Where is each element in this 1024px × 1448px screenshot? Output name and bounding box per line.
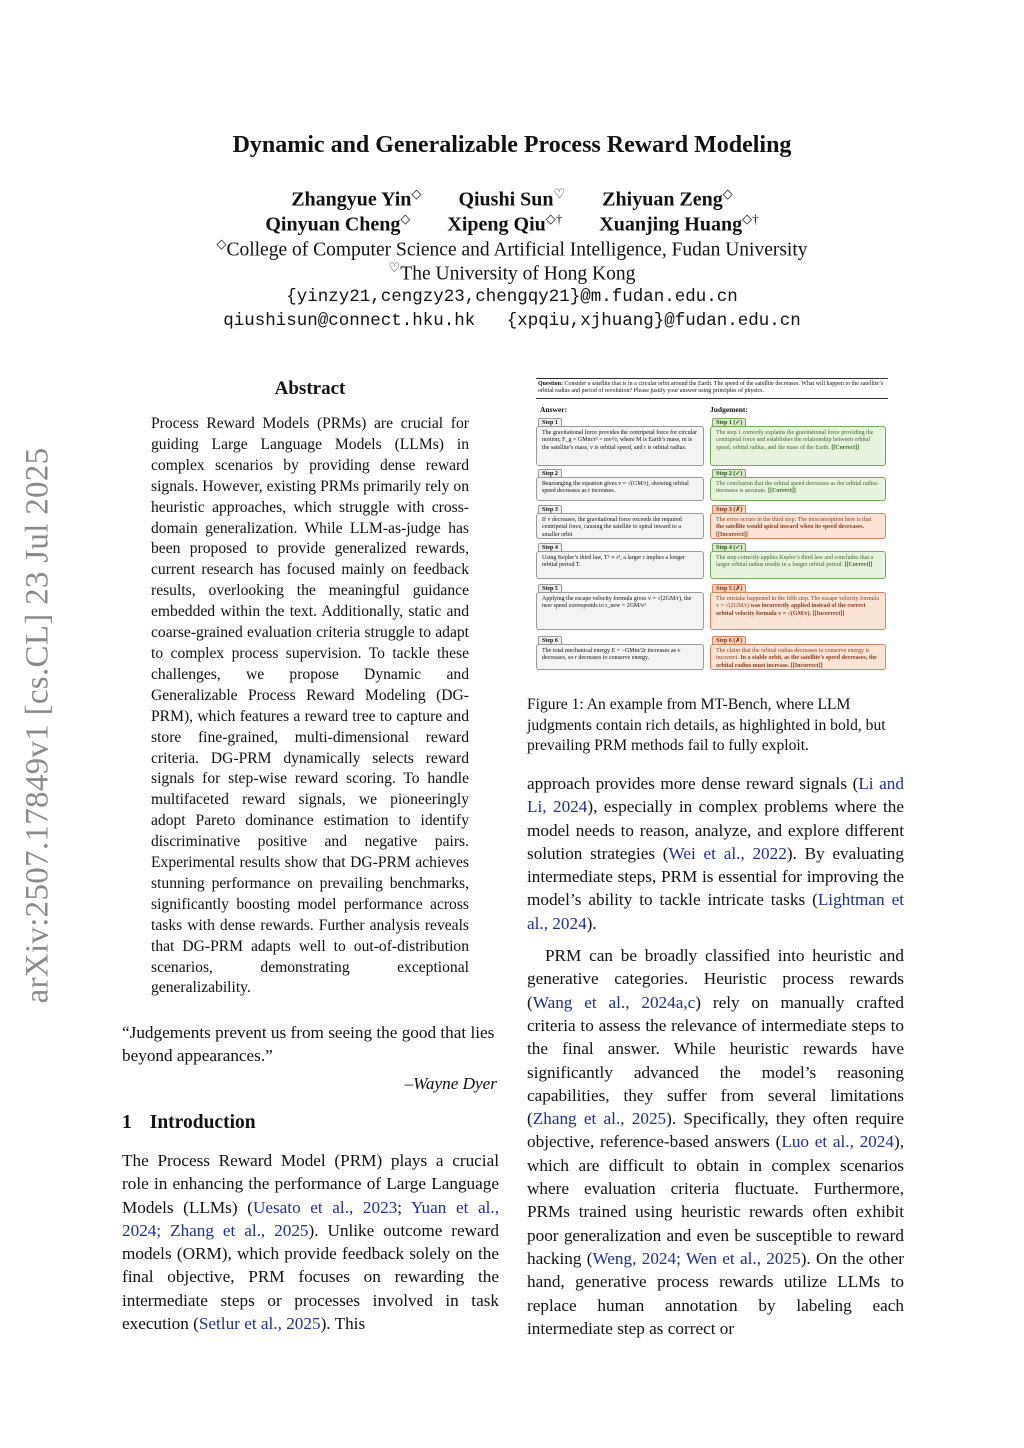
author: Xuanjing Huang◇†: [599, 211, 759, 236]
judgement-step: The mistake happened in the fifth step. The escape velocity formula v = √(2GM/r) was incorrectly applied instead of the correct orbital velocity formula v = √(GM/r). [[Incorrect]]: [710, 592, 886, 630]
judgement-header: Judgement:: [710, 405, 748, 414]
citation-link[interactable]: Setlur et al., 2025: [198, 1314, 321, 1334]
intro-paragraph-2: approach provides more dense reward signals (Li and Li, 2024), especially in complex problems where the model needs to reason, analyze, and explore different solution strategies (Wei et al., 2022). By evaluating intermediate steps, PRM is essential for improving the model’s ability to tackle intricate tasks (Lightman et al., 2024).: [527, 774, 904, 933]
answer-step: The gravitational force provides the centripetal force for circular motion; F_g = GMm/r² = mv²/r, where M is Earth’s mass, m is the satellite’s mass, v is orbital speed, and r is orbital radius.: [536, 426, 704, 466]
citation-link[interactable]: Zhang et al., 2025: [532, 1109, 667, 1129]
epigraph-quote: “Judgements prevent us from seeing the good that lies beyond appearances.”: [122, 1023, 495, 1066]
judgement-step-label: Step 4 (✓): [712, 543, 746, 554]
judgement-step: The claim that the orbital radius decreases to conserve energy is incorrect. In a stable orbit, as the satellite’s speed decreases, the orbital radius must increase. [[Incorrect]]: [710, 644, 886, 670]
citation-link[interactable]: Wang et al., 2024a,c: [532, 992, 696, 1012]
judgement-step: The step correctly applies Kepler’s third law and concludes that a larger orbital radius results in a longer orbital period. [[Correct]]: [710, 551, 886, 579]
email-line-1: {yinzy21,cengzy23,chengqy21}@m.fudan.edu.cn: [286, 287, 738, 307]
author-row-1: [0, 186, 1024, 212]
judgement-step-label: Step 6 (✗): [712, 636, 746, 647]
judgement-step-label: Step 5 (✗): [712, 584, 746, 595]
citation-link[interactable]: Yuan et al., 2024; Zhang et al., 2025: [122, 1197, 499, 1240]
citation-link[interactable]: Luo et al., 2024: [781, 1132, 894, 1152]
right-column-body: [527, 772, 904, 1349]
answer-step: The total mechanical energy E = −GMm/2r increases as v decreases, so r decreases to conserve energy.: [536, 644, 704, 670]
answer-step: Using Kepler’s third law, T² ∝ r³, a larger r implies a longer orbital period T.: [536, 551, 704, 579]
answer-header: Answer:: [540, 405, 568, 414]
abstract-heading: Abstract: [274, 378, 346, 399]
citation-link[interactable]: Weng, 2024; Wen et al., 2025: [592, 1248, 801, 1268]
author-row-2: [0, 211, 1024, 237]
answer-step-label: Step 3: [538, 505, 562, 516]
arxiv-sidebar: [8, 430, 68, 1020]
figure-1-caption: Figure 1: An example from MT-Bench, where LLM judgments contain rich details, as highlighted in bold, but prevailing PRM methods fail to fully exploit.: [527, 696, 886, 755]
figure-question: Question: Consider a satellite that is in a circular orbit around the Earth. The speed of the satellite decreases. What will happen to the satellite’s orbital radius and period of revolution? Please justify your answer using principles of physics.: [536, 378, 888, 399]
author: Qiushi Sun♡: [458, 186, 566, 211]
answer-step: Rearranging the equation gives v = √(GM/r), showing orbital speed decreases as r increases.: [536, 477, 704, 501]
author: Zhangyue Yin◇: [291, 186, 422, 211]
answer-step-label: Step 4: [538, 543, 562, 554]
epigraph-author: –Wayne Dyer: [404, 1074, 497, 1093]
answer-step-label: Step 2: [538, 469, 562, 480]
judgement-step-label: Step 2 (✓): [712, 469, 746, 480]
judgement-step-label: Step 1 (✓): [712, 418, 746, 429]
judgement-step-label: Step 3 (✗): [712, 505, 746, 516]
figure-1: [536, 378, 888, 670]
intro-paragraph-1: The Process Reward Model (PRM) plays a crucial role in enhancing the performance of Large Language Models (LLMs) (Uesato et al., 2023; Yuan et al., 2024; Zhang et al., 2025). Unlike outcome reward models (ORM), which provide feedback solely on the final objective, PRM focuses on rewarding the intermediate steps or processes involved in task execution (Setlur et al., 2025). This: [122, 1151, 499, 1334]
affiliation-fudan: ◇College of Computer Science and Artificial Intelligence, Fudan University: [216, 236, 808, 261]
intro-paragraph-3: PRM can be broadly classified into heuristic and generative categories. Heuristic process rewards (Wang et al., 2024a,c) rely on manually crafted criteria to assess the relevance of intermediate steps to the final answer. While heuristic rewards have significantly advanced the model’s reasoning capabilities, they suffer from several limitations (Zhang et al., 2025). Specifically, they often require objective, reference-based answers (Luo et al., 2024), which are difficult to obtain in complex scenarios where evaluation criteria fluctuate. Furthermore, PRMs trained using heuristic rewards often exhibit poor generalization and even be susceptible to reward hacking (Weng, 2024; Wen et al., 2025). On the other hand, generative process rewards utilize LLMs to replace human annotation by labeling each intermediate step as correct or: [527, 946, 904, 1338]
author: Qinyuan Cheng◇: [265, 211, 411, 236]
judgement-step: The error occurs in the third step. The misconception here is that the satellite would spiral inward when its speed decreases. [[Incorrect]]: [710, 513, 886, 539]
answer-step-label: Step 1: [538, 418, 562, 429]
author: Zhiyuan Zeng◇: [602, 186, 733, 211]
paper-title: Dynamic and Generalizable Process Reward Modeling: [232, 132, 792, 158]
author: Xipeng Qiu◇†: [447, 211, 563, 236]
email-line-2: qiushisun@connect.hku.hk {xpqiu,xjhuang}@fudan.edu.cn: [223, 311, 801, 331]
affiliation-hku: ♡The University of Hong Kong: [388, 260, 636, 285]
judgement-step: The conclusion that the orbital speed decreases as the orbital radius increases is accurate. [[Correct]]: [710, 477, 886, 501]
answer-step: If v decreases, the gravitational force exceeds the required centripetal force, causing the satellite to spiral inward to a smaller orbit: [536, 513, 704, 539]
answer-step-label: Step 5: [538, 584, 562, 595]
citation-link[interactable]: Lightman et al., 2024: [527, 890, 904, 933]
judgement-step: The step 1 correctly explains the gravitational force providing the centripetal force and establishes the relationship between orbital speed, orbital radius, and the mass of the Earth. [[Correct]]: [710, 426, 886, 466]
section-heading-introduction: 1 Introduction: [122, 1112, 256, 1133]
citation-link[interactable]: Wei et al., 2022: [668, 843, 787, 863]
answer-step-label: Step 6: [538, 636, 562, 647]
answer-step: Applying the escape velocity formula gives v = √(2GM/r), the new speed corresponds to r_new = 2GM/v²: [536, 592, 704, 630]
citation-link[interactable]: Uesato et al., 2023: [252, 1197, 398, 1217]
arxiv-identifier: arXiv:2507.17849v1 [cs.CL] 23 Jul 2025: [19, 447, 56, 1003]
abstract-text: Process Reward Models (PRMs) are crucial for guiding Large Language Models (LLMs) in complex scenarios by providing dense reward signals. However, existing PRMs primarily rely on heuristic approaches, which struggle with cross-domain generalization. While LLM-as-judge has been proposed to provide generalized rewards, current research has focused mainly on feedback results, overlooking the meaningful guidance embedded within the text. Additionally, static and coarse-grained evaluation criteria struggle to adapt to complex process supervision. To tackle these challenges, we propose Dynamic and Generalizable Process Reward Modeling (DG-PRM), which features a reward tree to capture and store fine-grained, multi-dimensional reward criteria. DG-PRM dynamically selects reward signals for step-wise reward scoring. To handle multifaceted reward signals, we pioneeringly adopt Pareto dominance estimation to identify discriminative positive and negative pairs. Experimental results show that DG-PRM achieves stunning performance on prevailing benchmarks, significantly boosting model performance across tasks with dense rewards. Further analysis reveals that DG-PRM adapts well to out-of-distribution scenarios, demonstrating exceptional generalizability.: [151, 415, 469, 997]
citation-link[interactable]: Li and Li, 2024: [527, 774, 904, 817]
